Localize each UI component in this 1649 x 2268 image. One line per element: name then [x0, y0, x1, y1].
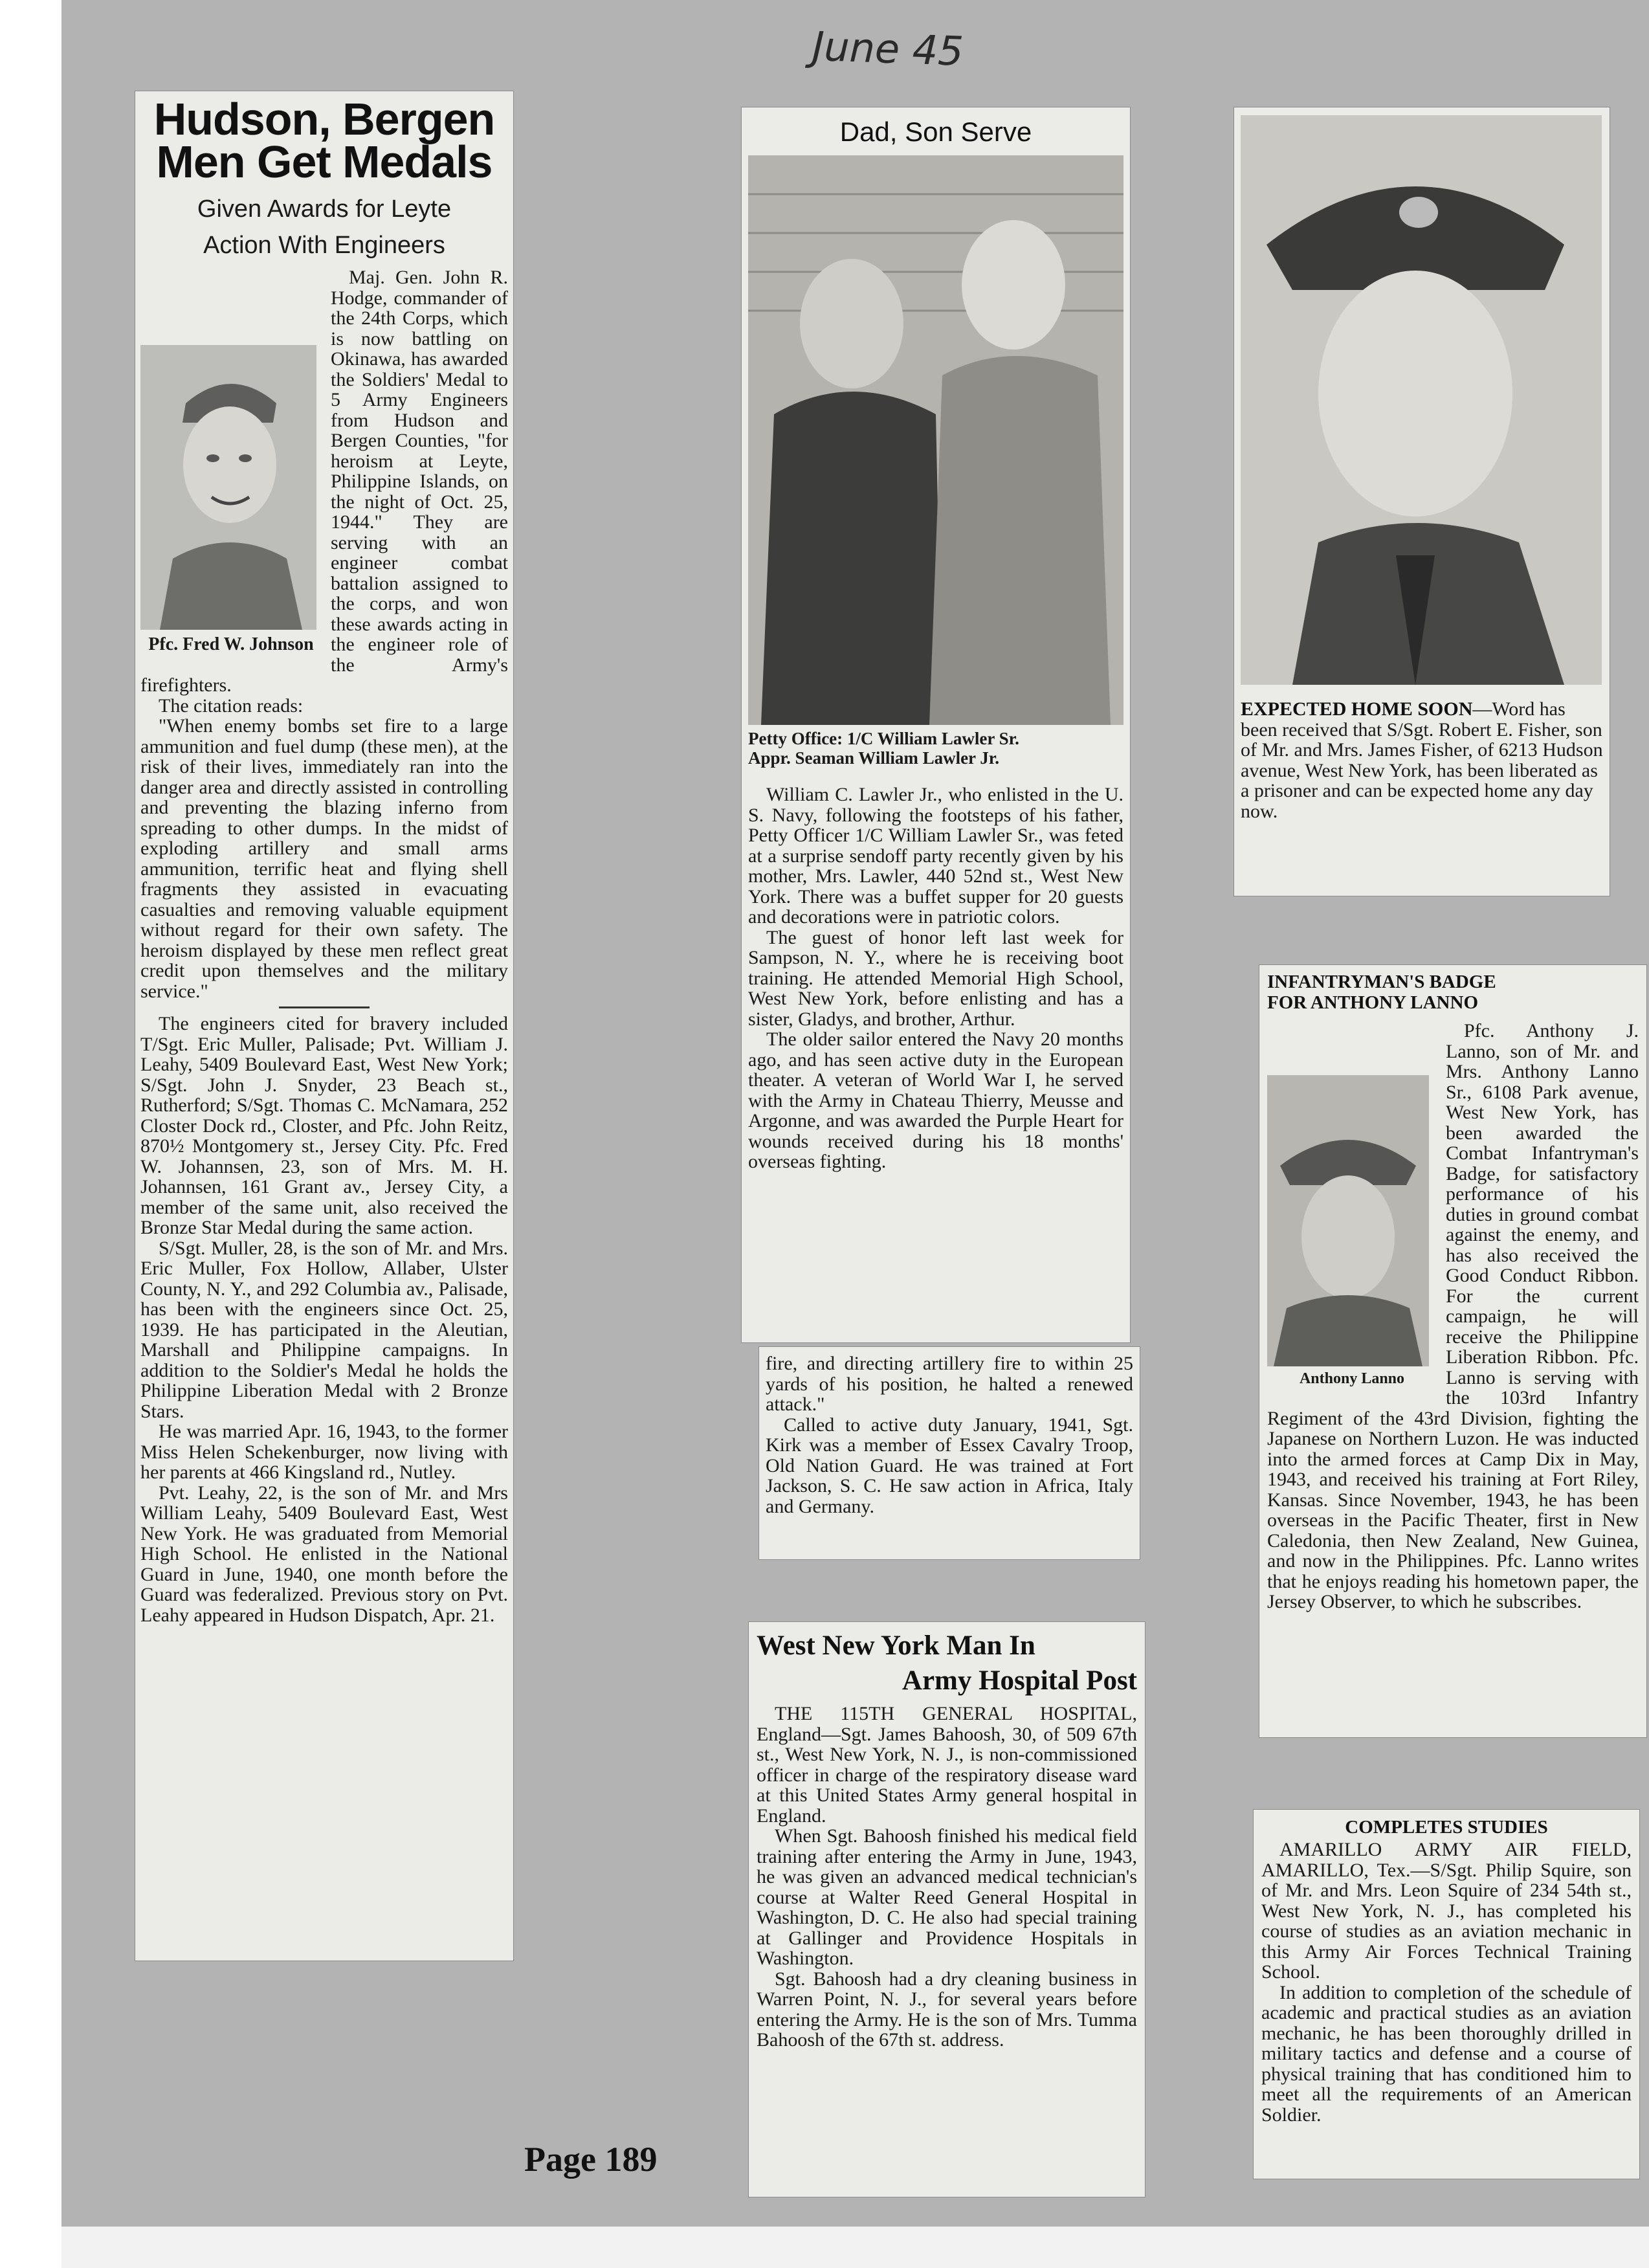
headline — [1267, 972, 1639, 1013]
paragraph: He was married Apr. 16, 1943, to the former Miss Helen Schekenburger, now living with her parents at 466 Kingsland rd., Nutley. — [140, 1421, 508, 1483]
paragraph: The engineers cited for bravery included T/Sgt. Eric Muller, Palisade; Pvt. William J. Leahy, 5409 Boulevard East, West New York; S/Sgt. John J. Snyder, 23 Beach st., Rutherford; S/Sgt. Thomas C. McNamara, 252 Closter Dock rd., Closter, and Pfc. John Reitz, 870½ Montgomery st., Jersey City. Pfc. Fred W. Johannsen, 23, son of Mrs. M. H. Johannsen, 161 Grant av., Jersey City, a member of the same unit, also received the Bronze Star Medal during the same action. — [140, 1013, 508, 1238]
caption-lead: EXPECTED HOME SOON — [1241, 698, 1473, 720]
clipping-infantryman-badge-lanno — [1259, 964, 1647, 1738]
photo-block — [1267, 1075, 1437, 1388]
headline-line-2: FOR ANTHONY LANNO — [1267, 992, 1478, 1013]
headline-line-1: West New York Man In — [757, 1630, 1035, 1661]
soldier-in-cap-portrait-icon — [1241, 115, 1602, 685]
soldier-portrait-icon — [140, 345, 316, 630]
headline — [140, 94, 508, 187]
paragraph: The citation reads: — [159, 695, 304, 717]
headline-line-2: Men Get Medals — [156, 137, 492, 187]
paragraph: In addition to completion of the schedule of academic and practical studies as an aviation mechanic, he has been thoroughly drilled in military tactics and defense and a course of physical training that has conditioned him to meet all the requirements of an American Soldier. — [1261, 1981, 1632, 2126]
article-body — [140, 267, 508, 1625]
headline — [757, 1629, 1137, 1698]
headline: COMPLETES STUDIES — [1345, 1817, 1548, 1838]
article-body — [1267, 1021, 1639, 1612]
two-sailors-portrait-icon — [748, 155, 1123, 725]
article-body — [748, 784, 1123, 1172]
handwritten-date-note: June 45 — [811, 22, 964, 75]
portrait-photo-johnson — [140, 345, 316, 630]
paragraph: Pvt. Leahy, 22, is the son of Mr. and Mrs William Leahy, 5409 Boulevard East, West New York. He was graduated from Memorial High School. He enlisted in the National Guard in June, 1940, one month before the Guard was federalized. Previous story on Pvt. Leahy appeared in Hudson Dispatch, Apr. 21. — [140, 1482, 508, 1626]
paragraph: Pfc. Anthony J. Lanno, son of Mr. and Mrs. Anthony Lanno Sr., 6108 Park avenue, West New York, has been awarded the Combat Infantryman's Badge, for satisfactory performance of his duties in ground combat against the enemy, and has also received the Good Conduct Ribbon. For the current campaign, he will receive the Philippine Liberation Ribbon. Pfc. Lanno is serving with the 103rd Infantry Regiment of the 43rd Division, fighting the Japanese on Northern Luzon. He was inducted into the armed forces at Camp Dix in May, 1943, and received his training at Fort Riley, Kansas. Since November, 1943, he has been overseas in the Pacific Theater, first in New Caledonia, then New Zealand, New Guinea, and now in the Philippines. Pfc. Lanno writes that he enjoys reading his hometown paper, the Jersey Observer, to which he subscribes. — [1267, 1020, 1639, 1612]
article-body — [766, 1353, 1133, 1517]
clipping-expected-home-soon — [1234, 107, 1610, 896]
headline: Dad, Son Serve — [839, 117, 1032, 147]
clipping-army-hospital-post — [748, 1621, 1145, 2197]
headline-line-1: INFANTRYMAN'S BADGE — [1267, 972, 1496, 992]
photo-block — [140, 345, 322, 654]
paragraph: The guest of honor left last week for Sampson, N. Y., where he is receiving boot training. He attended Memorial High School, West New York, before enlisting and has a sister, Gladys, and brother, Arthur. — [748, 926, 1123, 1030]
article-body — [757, 1704, 1137, 2051]
paragraph: fire, and directing artillery fire to within 25 yards of his position, he halted a renewed attack." — [766, 1353, 1133, 1415]
paragraph: S/Sgt. Muller, 28, is the son of Mr. and Mrs. Eric Muller, Fox Hollow, Allaber, Ulster County, N. Y., and 292 Columbia av., Palisade, has been with the engineers since Oct. 25, 1939. He has participated in the Aleutian, Marshall and Philippine campaigns. In addition to the Soldier's Medal he holds the Philippine Liberation Medal with 2 Bronze Stars. — [140, 1237, 508, 1422]
clipping-sgt-kirk-fragment — [758, 1346, 1140, 1560]
paragraph: Sgt. Bahoosh had a dry cleaning business in Warren Point, N. J., for several years before entering the Army. He is the son of Mrs. Tumma Bahoosh of the 67th st. address. — [757, 1968, 1137, 2051]
subheadline-line-2: Action With Engineers — [203, 232, 445, 259]
photo-caption — [748, 729, 1123, 768]
portrait-photo-lanno — [1267, 1075, 1429, 1366]
caption-text — [1241, 699, 1603, 821]
photo-caption: Pfc. Fred W. Johnson — [148, 634, 314, 654]
caption-line-2: Appr. Seaman William Lawler Jr. — [748, 748, 1000, 768]
photo-caption: Anthony Lanno — [1299, 1370, 1405, 1387]
page-bottom-margin — [61, 2227, 1649, 2268]
caption-body: —Word has been received that S/Sgt. Robert E. Fisher, son of Mr. and Mrs. James Fisher, of 6213 Hudson avenue, West New York, has been liberated as a prisoner and can be expected home any day now. — [1241, 698, 1603, 822]
clipping-completes-studies — [1253, 1809, 1640, 2179]
photo-father-and-son — [748, 155, 1123, 725]
paragraph: THE 115TH GENERAL HOSPITAL, England—Sgt. James Bahoosh, 30, of 509 67th st., West New York, N. J., is non-commissioned officer in charge of the respiratory disease ward at this United States Army general hospital in England. — [757, 1703, 1137, 1827]
paragraph: The older sailor entered the Navy 20 months ago, and has seen active duty in the European theater. A veteran of World War I, he served with the Army in Chateau Thierry, Meusse and Argonne, and was awarded the Purple Heart for wounds received during his 18 months' overseas fighting. — [748, 1028, 1123, 1172]
portrait-photo-fisher — [1241, 115, 1602, 685]
page-number: Page 189 — [524, 2140, 658, 2179]
paragraph: AMARILLO ARMY AIR FIELD, AMARILLO, Tex.—S/Sgt. Philip Squire, son of Mr. and Mrs. Leon Squire of 234 54th st., West New York, N. J., has completed his course of studies as an aviation mechanic in this Army Air Forces Technical Training School. — [1261, 1839, 1632, 1983]
headline-line-1: Hudson, Bergen — [153, 94, 495, 144]
subheadline — [140, 191, 508, 263]
clipping-hudson-bergen-medals — [135, 91, 514, 1961]
soldier-portrait-icon — [1267, 1075, 1429, 1366]
paragraph: "When enemy bombs set fire to a large ammunition and fuel dump (these men), at the risk of their lives, immediately ran into the danger area and directly assisted in controlling and preventing the blazing inferno from spreading to other dumps. In the midst of exploding artillery and small arms ammunition, terrific heat and flying shell fragments they assisted in evacuating casualties and removing valuable equipment without regard for their own safety. The heroism displayed by these men reflect great credit upon themselves and the military service." — [140, 715, 508, 1002]
paragraph: Maj. Gen. John R. Hodge, commander of the 24th Corps, which is now battling on Okinawa, has awarded the Soldiers' Medal to 5 Army Engineers from Hudson and Bergen Counties, "for heroism at Leyte, Philippine Islands, on the night of Oct. 25, 1944." They are serving with an engineer combat battalion assigned to the corps, and won these awards acting in the engineer role of the Army's firefighters. — [140, 267, 508, 696]
paragraph: Called to active duty January, 1941, Sgt. Kirk was a member of Essex Cavalry Troop, Old Nation Guard. He was trained at Fort Jackson, S. C. He saw action in Africa, Italy and Germany. — [766, 1414, 1133, 1517]
clipping-dad-son-serve — [741, 107, 1131, 1343]
paragraph: When Sgt. Bahoosh finished his medical field training after entering the Army in June, 1943, he was given an advanced medical technician's course at Walter Reed General Hospital in Washington, D. C. He also had special training at Gallinger and Providence Hospitals in Washington. — [757, 1825, 1137, 1969]
paragraph: William C. Lawler Jr., who enlisted in the U. S. Navy, following the footsteps of his father, Petty Officer 1/C William Lawler Sr., was feted at a surprise sendoff party recently given by his mother, Mrs. Lawler, 440 52nd st., West New York. There was a buffet supper for 20 guests and decorations were in patriotic colors. — [748, 784, 1123, 928]
subheadline-line-1: Given Awards for Leyte — [197, 195, 452, 223]
divider — [279, 1006, 370, 1008]
headline-line-2: Army Hospital Post — [902, 1665, 1137, 1696]
caption-line-1: Petty Office: 1/C William Lawler Sr. — [748, 729, 1019, 748]
article-body — [1261, 1840, 1632, 2125]
